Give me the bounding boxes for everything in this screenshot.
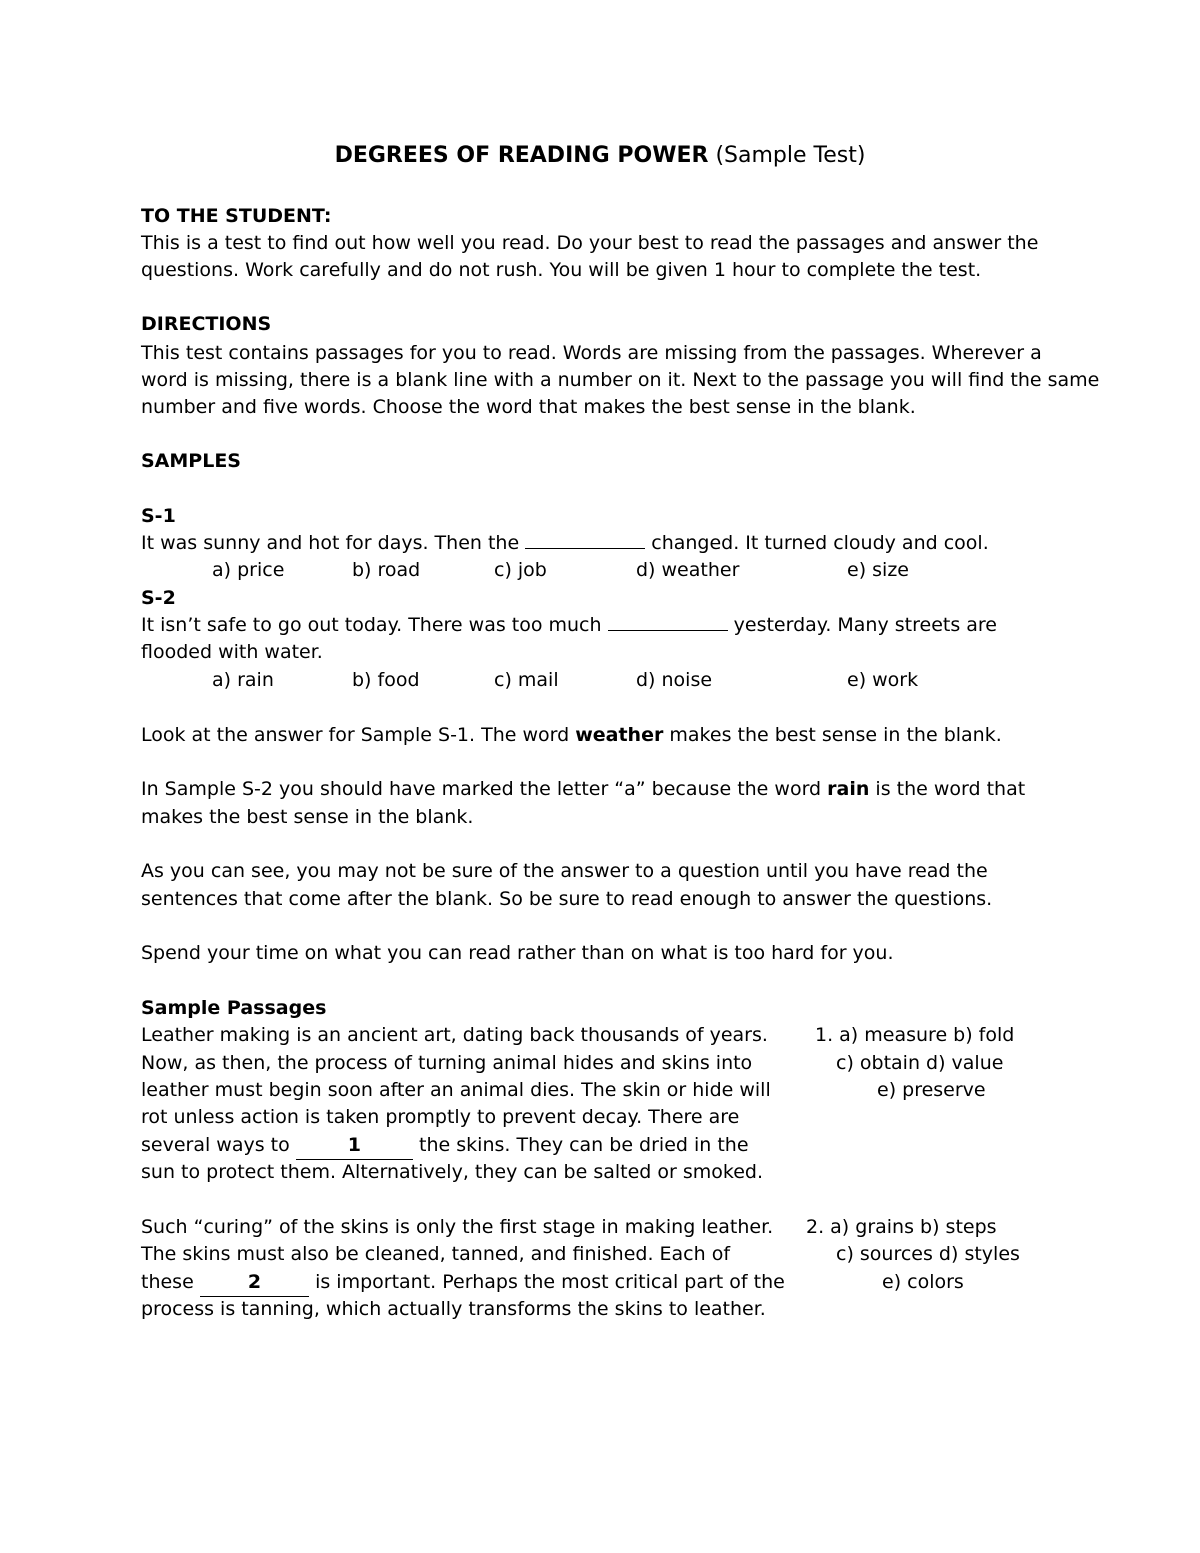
passage-2-line-1: Such “curing” of the skins is only the first stage in making leather. [141,1216,774,1238]
passage-2-line-3-before: these [141,1271,200,1293]
sample-s2-sentence [141,612,997,639]
passage-1-line-6: sun to protect them. Alternatively, they can be salted or smoked. [141,1161,764,1183]
passage-1-line-3: leather must begin soon after an animal dies. The skin or hide will [141,1079,771,1101]
question-1-options-line-3: e) preserve [877,1079,986,1101]
passage-1-blank-number: 1 [347,1134,362,1156]
s2-option-e: e) work [847,669,919,691]
title-bold: DEGREES OF READING POWER [334,143,709,168]
question-2-options-line-1: 2. a) grains b) steps [806,1216,997,1238]
s2-after: yesterday. Many streets are [727,614,997,636]
samples-heading: SAMPLES [141,450,241,472]
passage-2-blank [200,1269,309,1297]
passage-1-line-2: Now, as then, the process of turning animal hides and skins into [141,1052,753,1074]
page-title [0,143,1200,168]
passage-1-line-4: rot unless action is taken promptly to prevent decay. There are [141,1106,740,1128]
s1-option-b: b) road [352,559,421,581]
passage-1-line-5-after: the skins. They can be dried in the [413,1134,749,1156]
s1-option-e: e) size [847,559,909,581]
sample-s2-label: S-2 [141,587,176,609]
sample-s1-sentence [141,530,989,557]
explain-paragraph-1 [141,722,1002,749]
passage-1-line-5-before: several ways to [141,1134,296,1156]
s1-option-d: d) weather [636,559,740,581]
explain-paragraph-2 [141,776,1025,803]
passage-1-line-5 [141,1132,749,1160]
passage-2-line-2: The skins must also be cleaned, tanned, and finished. Each of [141,1243,731,1265]
explain-p1-after: makes the best sense in the blank. [663,724,1002,746]
s2-option-c: c) mail [494,669,559,691]
s1-before: It was sunny and hot for days. Then the [141,532,526,554]
question-2-options-line-3: e) colors [882,1271,964,1293]
s2-option-d: d) noise [636,669,713,691]
s2-blank [608,612,728,631]
question-1-options-line-2: c) obtain d) value [836,1052,1004,1074]
directions-line-2: word is missing, there is a blank line with a number on it. Next to the passage you will find the same [141,369,1100,391]
to-student-line-2: questions. Work carefully and do not rush. You will be given 1 hour to complete the test. [141,259,982,281]
title-rest: (Sample Test) [708,143,866,168]
explain-p2-before: In Sample S-2 you should have marked the letter “a” because the word [141,778,828,800]
passage-1-blank [296,1132,413,1160]
passage-1-line-1: Leather making is an ancient art, dating back thousands of years. [141,1024,768,1046]
explain-p2-after: is the word that [869,778,1026,800]
explain-paragraph-4: Spend your time on what you can read rather than on what is too hard for you. [141,942,894,964]
passage-2-line-3-after: is important. Perhaps the most critical part of the [309,1271,785,1293]
explain-p1-before: Look at the answer for Sample S-1. The word [141,724,576,746]
to-student-line-1: This is a test to find out how well you read. Do your best to read the passages and answer the [141,232,1039,254]
explain-paragraph-3-line-2: sentences that come after the blank. So be sure to read enough to answer the questions. [141,888,993,910]
to-student-heading: TO THE STUDENT: [141,205,332,227]
s1-blank [525,530,645,549]
explain-p1-bold: weather [575,724,664,746]
passages-heading: Sample Passages [141,997,327,1019]
passage-2-line-3 [141,1269,785,1297]
directions-heading: DIRECTIONS [141,313,272,335]
directions-line-1: This test contains passages for you to read. Words are missing from the passages. Wherever a [141,342,1042,364]
explain-paragraph-3-line-1: As you can see, you may not be sure of the answer to a question until you have read the [141,860,988,882]
directions-line-3: number and five words. Choose the word that makes the best sense in the blank. [141,396,916,418]
question-2-options-line-2: c) sources d) styles [836,1243,1020,1265]
s1-option-c: c) job [494,559,547,581]
s2-before: It isn’t safe to go out today. There was too much [141,614,608,636]
s1-after: changed. It turned cloudy and cool. [645,532,989,554]
passage-2-line-4: process is tanning, which actually transforms the skins to leather. [141,1298,766,1320]
s1-option-a: a) price [212,559,285,581]
sample-s2-line-2: flooded with water. [141,641,323,663]
question-1-options-line-1: 1. a) measure b) fold [815,1024,1015,1046]
s2-option-b: b) food [352,669,420,691]
sample-s1-label: S-1 [141,505,176,527]
s2-option-a: a) rain [212,669,274,691]
passage-2-blank-number: 2 [247,1271,262,1293]
explain-paragraph-2-line-2: makes the best sense in the blank. [141,806,474,828]
explain-p2-bold: rain [827,778,870,800]
